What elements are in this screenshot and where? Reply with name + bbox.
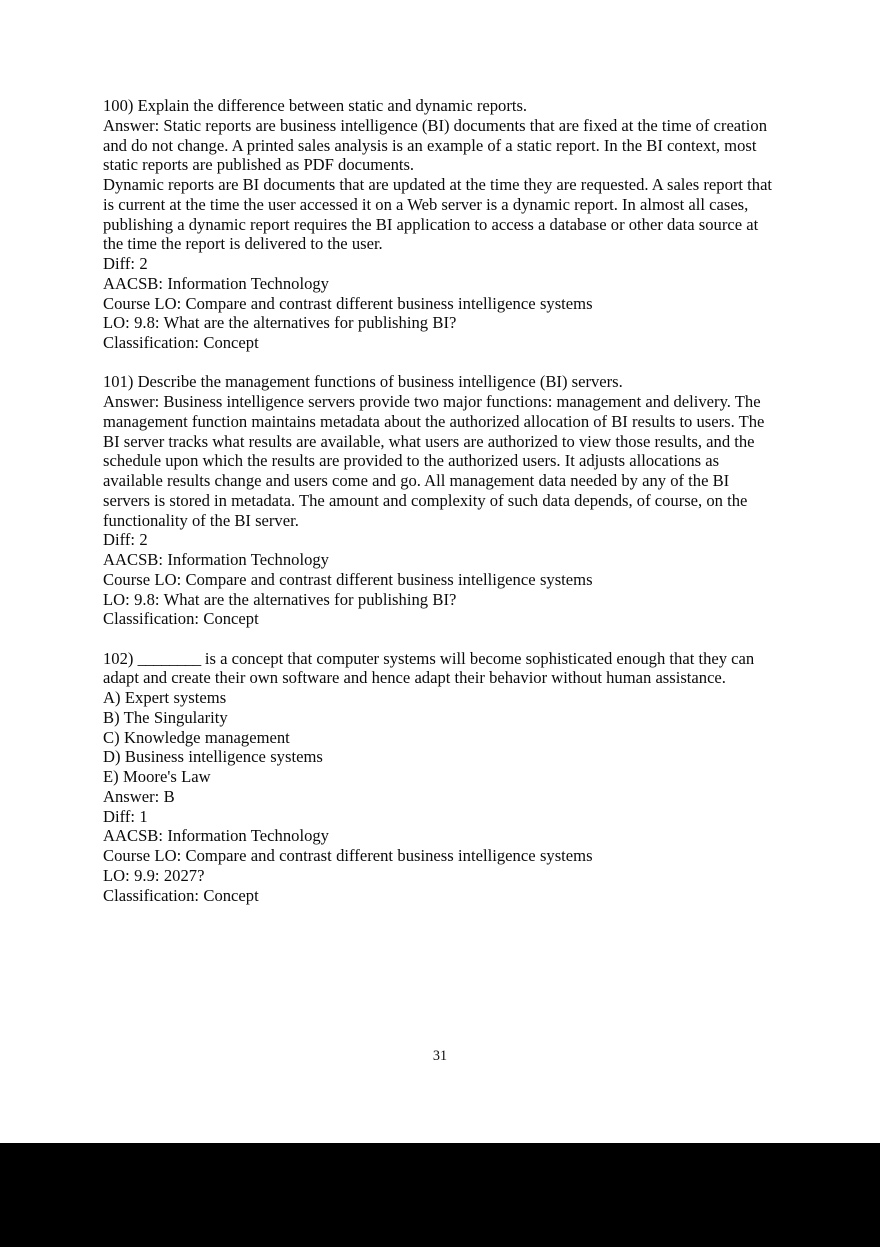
answer-key: Answer: B	[103, 786, 175, 806]
question-block-101	[103, 372, 775, 629]
choice-d: D) Business intelligence systems	[103, 747, 323, 767]
meta-lo: LO: 9.8: What are the alternatives for publishing BI?	[103, 589, 457, 609]
meta-classification: Classification: Concept	[103, 333, 259, 352]
meta-course-lo: Course LO: Compare and contrast different business intelligence systems	[103, 569, 593, 589]
question-block-100	[103, 96, 775, 353]
question-block-102	[103, 649, 775, 906]
question-stem: 100) Explain the difference between static and dynamic reports.	[103, 96, 528, 115]
choice-e: E) Moore's Law	[103, 767, 211, 787]
meta-aacsb: AACSB: Information Technology	[103, 550, 329, 570]
page-content	[103, 96, 775, 925]
meta-diff: Diff: 2	[103, 530, 148, 550]
meta-classification: Classification: Concept	[103, 885, 259, 905]
question-number: 102)	[103, 648, 138, 668]
meta-aacsb: AACSB: Information Technology	[103, 826, 329, 846]
meta-aacsb: AACSB: Information Technology	[103, 273, 329, 293]
choice-c: C) Knowledge management	[103, 727, 290, 747]
page-number: 31	[432, 1048, 448, 1064]
page-bottom-bar	[0, 1143, 880, 1247]
meta-lo: LO: 9.8: What are the alternatives for publishing BI?	[103, 313, 457, 333]
meta-course-lo: Course LO: Compare and contrast different business intelligence systems	[103, 846, 593, 866]
answer-paragraph: Answer: Business intelligence servers provide two major functions: management and delivery. The management function maintains metadata about the authorized allocation of BI results to users. The BI server tracks what results are available, what users are authorized to view those results, and the schedule upon which the results are provided to the authorized users. It adjusts allocations as available results change and users come and go. All management data needed by any of the BI servers is stored in metadata. The amount and complexity of such data depends, of course, on the functionality of the BI server.	[103, 392, 765, 530]
meta-classification: Classification: Concept	[103, 609, 259, 629]
fill-in-blank: ________	[137, 648, 201, 668]
meta-course-lo: Course LO: Compare and contrast different business intelligence systems	[103, 293, 593, 313]
meta-lo: LO: 9.9: 2027?	[103, 865, 205, 885]
choice-a: A) Expert systems	[103, 688, 227, 708]
answer-paragraph: Answer: Static reports are business intelligence (BI) documents that are fixed at the time of creation and do not change. A printed sales analysis is an example of a static report. In the BI context, most static reports are published as PDF documents.	[103, 115, 767, 175]
answer-paragraph: Dynamic reports are BI documents that are updated at the time they are requested. A sales report that is current at the time the user accessed it on a Web server is a dynamic report. In almost all cases, publishing a dynamic report requires the BI application to access a database or other data source at the time the report is delivered to the user.	[103, 175, 773, 254]
question-stem	[103, 649, 775, 689]
meta-diff: Diff: 2	[103, 254, 148, 273]
question-stem: 101) Describe the management functions of business intelligence (BI) servers.	[103, 372, 623, 392]
question-stem-text: is a concept that computer systems will become sophisticated enough that they can adapt and create their own software and hence adapt their behavior without human assistance.	[103, 648, 755, 688]
meta-diff: Diff: 1	[103, 806, 148, 826]
choice-b: B) The Singularity	[103, 707, 228, 727]
